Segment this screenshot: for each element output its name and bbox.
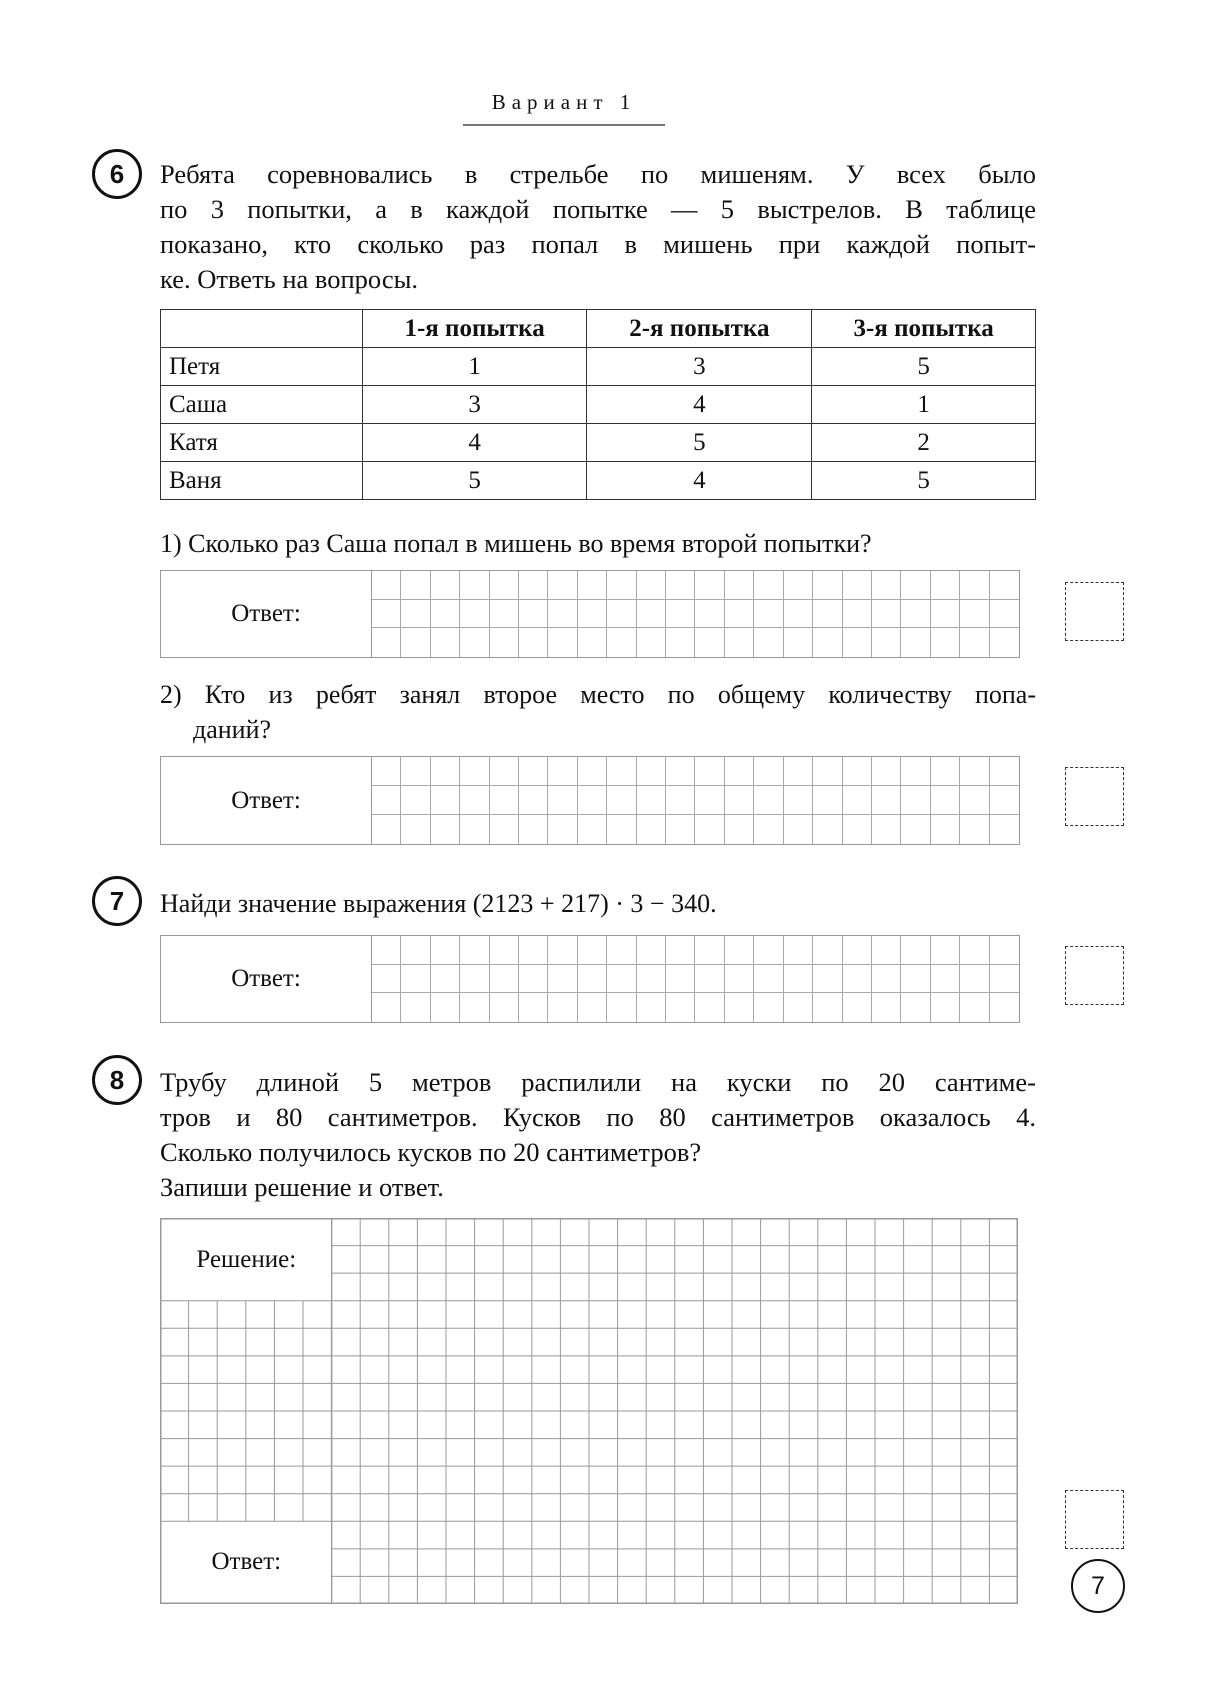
answer-cell[interactable] xyxy=(784,993,813,1022)
answer-cell[interactable] xyxy=(519,786,548,815)
score-box xyxy=(1065,946,1124,1005)
answer-cell[interactable] xyxy=(607,571,636,600)
answer-cell[interactable] xyxy=(637,571,666,600)
task8-line: тров и 80 сантиметров. Кусков по 80 сантиметров оказалось 4. xyxy=(160,1102,1036,1132)
answer-label: Ответ: xyxy=(161,571,372,657)
answer-cell[interactable] xyxy=(490,815,519,844)
answer-cell[interactable] xyxy=(695,936,724,965)
answer-cell[interactable] xyxy=(372,600,401,629)
answer-cell[interactable] xyxy=(990,757,1019,786)
answer-cell[interactable] xyxy=(990,993,1019,1022)
answer-cell[interactable] xyxy=(931,600,960,629)
answer-cell[interactable] xyxy=(490,786,519,815)
answer-cell[interactable] xyxy=(401,571,430,600)
answer-cell[interactable] xyxy=(931,815,960,844)
answer-cell[interactable] xyxy=(901,965,930,994)
question-2-line: даний? xyxy=(193,715,272,744)
answer-box-q1[interactable] xyxy=(160,570,1020,658)
answer-cell[interactable] xyxy=(460,600,489,629)
answer-cell[interactable] xyxy=(754,936,783,965)
answer-cell[interactable] xyxy=(548,571,577,600)
answer-cell[interactable] xyxy=(548,600,577,629)
table-row xyxy=(161,424,1036,462)
answer-cell[interactable] xyxy=(784,965,813,994)
score-box xyxy=(1065,1490,1124,1549)
hits-cell: 3 xyxy=(587,348,812,386)
table-header-cell xyxy=(161,310,363,348)
hits-cell: 1 xyxy=(812,386,1036,424)
answer-cell[interactable] xyxy=(431,936,460,965)
answer-cell[interactable] xyxy=(754,786,783,815)
answer-cell[interactable] xyxy=(490,600,519,629)
answer-cell[interactable] xyxy=(695,815,724,844)
answer-cell[interactable] xyxy=(754,757,783,786)
answer-cell[interactable] xyxy=(843,600,872,629)
answer-cell[interactable] xyxy=(431,815,460,844)
answer-cell[interactable] xyxy=(519,628,548,657)
table-header-cell: 1-я попытка xyxy=(362,310,587,348)
table-header-row xyxy=(161,310,1036,348)
answer-box-q2[interactable] xyxy=(160,756,1020,845)
table-header-cell: 2-я попытка xyxy=(587,310,812,348)
answer-cell[interactable] xyxy=(695,757,724,786)
answer-cell[interactable] xyxy=(754,628,783,657)
task6-line: ке. Ответь на вопросы. xyxy=(160,264,419,294)
task7-statement: Найди значение выражения (2123 + 217) · 3 − 340. xyxy=(160,889,717,918)
answer-cell[interactable] xyxy=(872,786,901,815)
answer-cell[interactable] xyxy=(901,600,930,629)
answer-cell[interactable] xyxy=(548,993,577,1022)
answer-cell[interactable] xyxy=(960,936,989,965)
answer-cell[interactable] xyxy=(931,993,960,1022)
hits-cell: 4 xyxy=(362,424,587,462)
answer-cell[interactable] xyxy=(460,993,489,1022)
answer-cell[interactable] xyxy=(666,757,695,786)
answer-cell[interactable] xyxy=(460,628,489,657)
answer-cell[interactable] xyxy=(519,815,548,844)
answer-cell[interactable] xyxy=(578,815,607,844)
table-header-cell: 3-я попытка xyxy=(812,310,1036,348)
answer-cell[interactable] xyxy=(578,936,607,965)
answer-cell[interactable] xyxy=(607,757,636,786)
task8-line: Запиши решение и ответ. xyxy=(160,1172,444,1202)
hits-cell: 4 xyxy=(587,462,812,500)
answer-cell[interactable] xyxy=(460,786,489,815)
answer-cell[interactable] xyxy=(666,628,695,657)
answer-cell[interactable] xyxy=(872,993,901,1022)
answer-cell[interactable] xyxy=(372,628,401,657)
answer-cell[interactable] xyxy=(372,571,401,600)
answer-cell[interactable] xyxy=(725,815,754,844)
table-row xyxy=(161,348,1036,386)
answer-cell[interactable] xyxy=(607,628,636,657)
answer-cell[interactable] xyxy=(872,628,901,657)
answer-cell[interactable] xyxy=(725,628,754,657)
student-name: Петя xyxy=(161,348,363,386)
shooting-results-table xyxy=(160,309,1036,500)
question-2-line: 2) Кто из ребят занял второе место по общему количеству попа- xyxy=(160,680,1036,709)
answer-cell[interactable] xyxy=(372,786,401,815)
hits-cell: 3 xyxy=(362,386,587,424)
answer-cell[interactable] xyxy=(784,571,813,600)
answer-cell[interactable] xyxy=(695,628,724,657)
answer-cell[interactable] xyxy=(607,993,636,1022)
answer-cell[interactable] xyxy=(725,993,754,1022)
answer-cell[interactable] xyxy=(548,786,577,815)
hits-cell: 5 xyxy=(812,348,1036,386)
answer-cell[interactable] xyxy=(460,571,489,600)
answer-grid[interactable] xyxy=(372,571,1019,657)
answer-cell[interactable] xyxy=(813,815,842,844)
answer-cell[interactable] xyxy=(843,628,872,657)
answer-cell[interactable] xyxy=(725,965,754,994)
answer-cell[interactable] xyxy=(990,600,1019,629)
answer-cell[interactable] xyxy=(548,628,577,657)
answer-cell[interactable] xyxy=(372,965,401,994)
answer-cell[interactable] xyxy=(372,815,401,844)
answer-cell[interactable] xyxy=(519,993,548,1022)
answer-cell[interactable] xyxy=(431,571,460,600)
answer-cell[interactable] xyxy=(637,993,666,1022)
answer-cell[interactable] xyxy=(695,786,724,815)
answer-cell[interactable] xyxy=(637,600,666,629)
answer-cell[interactable] xyxy=(490,993,519,1022)
answer-cell[interactable] xyxy=(519,757,548,786)
student-name: Саша xyxy=(161,386,363,424)
answer-cell[interactable] xyxy=(813,600,842,629)
answer-cell[interactable] xyxy=(754,993,783,1022)
answer-cell[interactable] xyxy=(960,993,989,1022)
answer-cell[interactable] xyxy=(725,600,754,629)
answer-cell[interactable] xyxy=(754,815,783,844)
answer-cell[interactable] xyxy=(695,600,724,629)
answer-cell[interactable] xyxy=(401,936,430,965)
answer-cell[interactable] xyxy=(931,786,960,815)
answer-cell[interactable] xyxy=(637,628,666,657)
answer-cell[interactable] xyxy=(372,993,401,1022)
hits-cell: 1 xyxy=(362,348,587,386)
answer-cell[interactable] xyxy=(431,993,460,1022)
answer-cell[interactable] xyxy=(372,936,401,965)
question-2 xyxy=(160,677,1036,747)
answer-cell[interactable] xyxy=(460,965,489,994)
answer-cell[interactable] xyxy=(931,571,960,600)
answer-cell[interactable] xyxy=(548,936,577,965)
page-number: 7 xyxy=(1091,1571,1105,1600)
answer-cell[interactable] xyxy=(607,965,636,994)
answer-cell[interactable] xyxy=(637,757,666,786)
answer-cell[interactable] xyxy=(813,965,842,994)
answer-cell[interactable] xyxy=(843,571,872,600)
answer-cell[interactable] xyxy=(401,993,430,1022)
answer-cell[interactable] xyxy=(490,965,519,994)
table-row xyxy=(161,386,1036,424)
hits-cell: 5 xyxy=(362,462,587,500)
answer-cell[interactable] xyxy=(843,786,872,815)
answer-cell[interactable] xyxy=(607,786,636,815)
task8-statement xyxy=(160,1065,1036,1205)
answer-cell[interactable] xyxy=(666,815,695,844)
answer-cell[interactable] xyxy=(725,757,754,786)
answer-cell[interactable] xyxy=(431,600,460,629)
task-number-badge xyxy=(92,1055,142,1105)
answer-cell[interactable] xyxy=(666,600,695,629)
variant-title: Вариант 1 xyxy=(491,90,637,114)
score-box xyxy=(1065,767,1124,826)
answer-cell[interactable] xyxy=(754,600,783,629)
answer-cell[interactable] xyxy=(578,600,607,629)
answer-cell[interactable] xyxy=(695,571,724,600)
answer-cell[interactable] xyxy=(578,757,607,786)
answer-cell[interactable] xyxy=(578,628,607,657)
answer-cell[interactable] xyxy=(754,965,783,994)
answer-cell[interactable] xyxy=(666,786,695,815)
answer-cell[interactable] xyxy=(519,965,548,994)
answer-cell[interactable] xyxy=(578,993,607,1022)
task6-line: показано, кто сколько раз попал в мишень при каждой попыт- xyxy=(160,229,1036,259)
answer-cell[interactable] xyxy=(990,628,1019,657)
answer-cell[interactable] xyxy=(372,757,401,786)
student-name: Ваня xyxy=(161,462,363,500)
task8-line: Трубу длиной 5 метров распилили на куски по 20 сантиме- xyxy=(160,1067,1036,1097)
answer-cell[interactable] xyxy=(813,936,842,965)
answer-cell[interactable] xyxy=(872,965,901,994)
task6-statement xyxy=(160,157,1036,297)
answer-label: Ответ: xyxy=(161,757,372,844)
answer-cell[interactable] xyxy=(401,815,430,844)
answer-cell[interactable] xyxy=(401,786,430,815)
answer-cell[interactable] xyxy=(784,815,813,844)
answer-cell[interactable] xyxy=(901,815,930,844)
answer-cell[interactable] xyxy=(813,993,842,1022)
answer-cell[interactable] xyxy=(843,815,872,844)
answer-cell[interactable] xyxy=(460,815,489,844)
answer-cell[interactable] xyxy=(872,936,901,965)
task6-line: по 3 попытки, а в каждой попытке — 5 выстрелов. В таблице xyxy=(160,194,1036,224)
hits-cell: 5 xyxy=(812,462,1036,500)
answer-cell[interactable] xyxy=(931,965,960,994)
answer-cell[interactable] xyxy=(931,628,960,657)
answer-cell[interactable] xyxy=(578,571,607,600)
answer-cell[interactable] xyxy=(901,936,930,965)
answer-cell[interactable] xyxy=(960,965,989,994)
answer-cell[interactable] xyxy=(519,600,548,629)
answer-cell[interactable] xyxy=(843,993,872,1022)
answer-cell[interactable] xyxy=(813,628,842,657)
answer-cell[interactable] xyxy=(637,965,666,994)
answer-cell[interactable] xyxy=(901,993,930,1022)
answer-cell[interactable] xyxy=(695,965,724,994)
answer-cell[interactable] xyxy=(931,936,960,965)
task-number: 8 xyxy=(109,1064,125,1095)
answer-cell[interactable] xyxy=(519,571,548,600)
answer-cell[interactable] xyxy=(784,628,813,657)
answer-cell[interactable] xyxy=(813,786,842,815)
task8-line: Сколько получилось кусков по 20 сантиметров? xyxy=(160,1137,702,1167)
answer-cell[interactable] xyxy=(960,786,989,815)
answer-cell[interactable] xyxy=(725,571,754,600)
answer-label: Ответ: xyxy=(161,936,372,1022)
answer-cell[interactable] xyxy=(548,815,577,844)
hits-cell: 2 xyxy=(812,424,1036,462)
answer-cell[interactable] xyxy=(578,965,607,994)
answer-cell[interactable] xyxy=(607,936,636,965)
answer-cell[interactable] xyxy=(460,757,489,786)
answer-cell[interactable] xyxy=(813,757,842,786)
answer-cell[interactable] xyxy=(637,786,666,815)
answer-cell[interactable] xyxy=(548,757,577,786)
answer-cell[interactable] xyxy=(901,757,930,786)
answer-cell[interactable] xyxy=(401,965,430,994)
answer-cell[interactable] xyxy=(431,628,460,657)
answer-cell[interactable] xyxy=(784,757,813,786)
answer-cell[interactable] xyxy=(960,757,989,786)
solution-grid[interactable] xyxy=(160,1218,1018,1604)
task-number-badge xyxy=(92,876,142,926)
task-number: 6 xyxy=(109,158,125,189)
answer-cell[interactable] xyxy=(960,600,989,629)
answer-label: Ответ: xyxy=(162,1522,331,1602)
answer-cell[interactable] xyxy=(990,815,1019,844)
solution-label: Решение: xyxy=(162,1220,331,1300)
answer-box-task7[interactable] xyxy=(160,935,1020,1023)
score-box xyxy=(1065,582,1124,641)
question-1: 1) Сколько раз Саша попал в мишень во время второй попытки? xyxy=(160,529,872,558)
answer-cell[interactable] xyxy=(666,936,695,965)
hits-cell: 5 xyxy=(587,424,812,462)
answer-cell[interactable] xyxy=(401,628,430,657)
answer-cell[interactable] xyxy=(901,786,930,815)
answer-cell[interactable] xyxy=(754,571,783,600)
answer-cell[interactable] xyxy=(607,600,636,629)
answer-cell[interactable] xyxy=(490,936,519,965)
answer-cell[interactable] xyxy=(872,571,901,600)
answer-cell[interactable] xyxy=(784,786,813,815)
hits-cell: 4 xyxy=(587,386,812,424)
answer-cell[interactable] xyxy=(725,786,754,815)
answer-cell[interactable] xyxy=(813,571,842,600)
answer-cell[interactable] xyxy=(431,965,460,994)
answer-cell[interactable] xyxy=(666,571,695,600)
answer-cell[interactable] xyxy=(695,993,724,1022)
answer-grid[interactable] xyxy=(372,757,1019,844)
answer-cell[interactable] xyxy=(990,786,1019,815)
answer-cell[interactable] xyxy=(843,936,872,965)
task-number-badge xyxy=(92,149,142,199)
answer-cell[interactable] xyxy=(401,757,430,786)
answer-cell[interactable] xyxy=(843,965,872,994)
task6-line: Ребята соревновались в стрельбе по мишеням. У всех было xyxy=(160,159,1036,189)
answer-cell[interactable] xyxy=(931,757,960,786)
answer-cell[interactable] xyxy=(578,786,607,815)
answer-cell[interactable] xyxy=(901,571,930,600)
answer-cell[interactable] xyxy=(548,965,577,994)
answer-cell[interactable] xyxy=(666,965,695,994)
answer-cell[interactable] xyxy=(460,936,489,965)
answer-grid[interactable] xyxy=(372,936,1019,1022)
table-row xyxy=(161,462,1036,500)
answer-cell[interactable] xyxy=(843,757,872,786)
answer-cell[interactable] xyxy=(637,936,666,965)
answer-cell[interactable] xyxy=(666,993,695,1022)
answer-cell[interactable] xyxy=(872,600,901,629)
answer-cell[interactable] xyxy=(784,936,813,965)
answer-cell[interactable] xyxy=(607,815,636,844)
answer-cell[interactable] xyxy=(960,571,989,600)
answer-cell[interactable] xyxy=(725,936,754,965)
answer-cell[interactable] xyxy=(990,936,1019,965)
answer-cell[interactable] xyxy=(431,786,460,815)
answer-cell[interactable] xyxy=(490,757,519,786)
student-name: Катя xyxy=(161,424,363,462)
answer-cell[interactable] xyxy=(872,757,901,786)
page-number-badge xyxy=(1071,1559,1125,1613)
answer-cell[interactable] xyxy=(872,815,901,844)
answer-cell[interactable] xyxy=(901,628,930,657)
answer-cell[interactable] xyxy=(990,571,1019,600)
answer-cell[interactable] xyxy=(490,628,519,657)
answer-cell[interactable] xyxy=(784,600,813,629)
variant-title-underline xyxy=(463,124,665,126)
answer-cell[interactable] xyxy=(637,815,666,844)
answer-cell[interactable] xyxy=(960,628,989,657)
answer-cell[interactable] xyxy=(960,815,989,844)
task-number: 7 xyxy=(109,885,125,916)
answer-cell[interactable] xyxy=(519,936,548,965)
answer-cell[interactable] xyxy=(401,600,430,629)
answer-cell[interactable] xyxy=(990,965,1019,994)
answer-cell[interactable] xyxy=(490,571,519,600)
answer-cell[interactable] xyxy=(431,757,460,786)
